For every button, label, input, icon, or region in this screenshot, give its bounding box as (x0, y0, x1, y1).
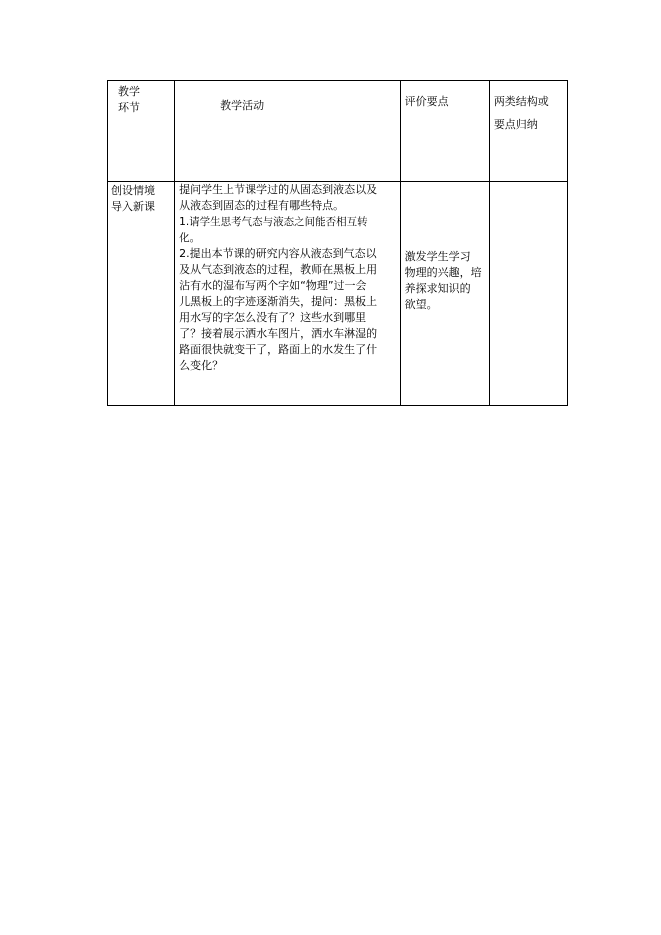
stage-line-1: 创设情境 (111, 184, 155, 197)
header-summary (489, 81, 567, 182)
header-summary-line-2: 要点归纳 (493, 118, 538, 131)
evaluation-line-1: 激发学生学习 (404, 250, 471, 263)
activity-item-2-line-4: 儿黑板上的字迹逐渐消失，提问：黑板上 (179, 295, 378, 308)
header-activity (175, 81, 400, 182)
header-stage-line-2: 环节 (118, 101, 140, 114)
evaluation-line-4: 欲望。 (404, 298, 438, 311)
stage-line-2: 导入新课 (111, 200, 155, 213)
evaluation-cell (400, 182, 489, 406)
summary-cell (489, 182, 567, 406)
header-evaluation-label: 评价要点 (404, 95, 449, 108)
activity-item-2-line-6: 了？接着展示洒水车图片，洒水车淋湿的 (179, 327, 378, 340)
activity-intro (179, 182, 399, 214)
activity-intro-line-2: 从液态到固态的过程有哪些特点。 (179, 199, 345, 212)
lesson-plan-table (107, 80, 568, 406)
activity-item-1-line-1: 1.请学生思考气态与液态之间能否相互转 (179, 216, 368, 228)
activity-item-2 (179, 246, 399, 374)
header-stage (108, 81, 175, 182)
stage-cell (108, 182, 175, 406)
activity-item-2-line-8: 么变化？ (179, 359, 224, 372)
header-row (108, 81, 568, 182)
activity-item-1 (179, 214, 399, 246)
activity-item-2-line-2: 及从气态到液态的过程，教师在黑板上用 (179, 263, 378, 276)
evaluation-line-2: 物理的兴趣，培 (404, 266, 482, 279)
activity-cell (175, 182, 400, 406)
header-summary-line-1: 两类结构或 (493, 95, 549, 108)
table-row (108, 182, 568, 406)
activity-item-2-line-3: 沾有水的湿布写两个字如“物理”过一会 (179, 279, 367, 292)
activity-item-2-line-7: 路面很快就变干了，路面上的水发生了什 (179, 343, 378, 356)
header-stage-line-1: 教学 (118, 85, 140, 98)
header-activity-label: 教学活动 (220, 99, 265, 112)
header-evaluation (400, 81, 489, 182)
activity-intro-line-1: 提问学生上节课学过的从固态到液态以及 (179, 183, 378, 196)
activity-item-2-line-1: 2.提出本节课的研究内容从液态到气态以 (179, 247, 377, 260)
activity-item-2-line-5: 用水写的字怎么没有了？这些水到哪里 (179, 311, 367, 324)
activity-item-1-line-2: 化。 (179, 232, 201, 244)
evaluation-line-3: 养探求知识的 (404, 282, 471, 295)
